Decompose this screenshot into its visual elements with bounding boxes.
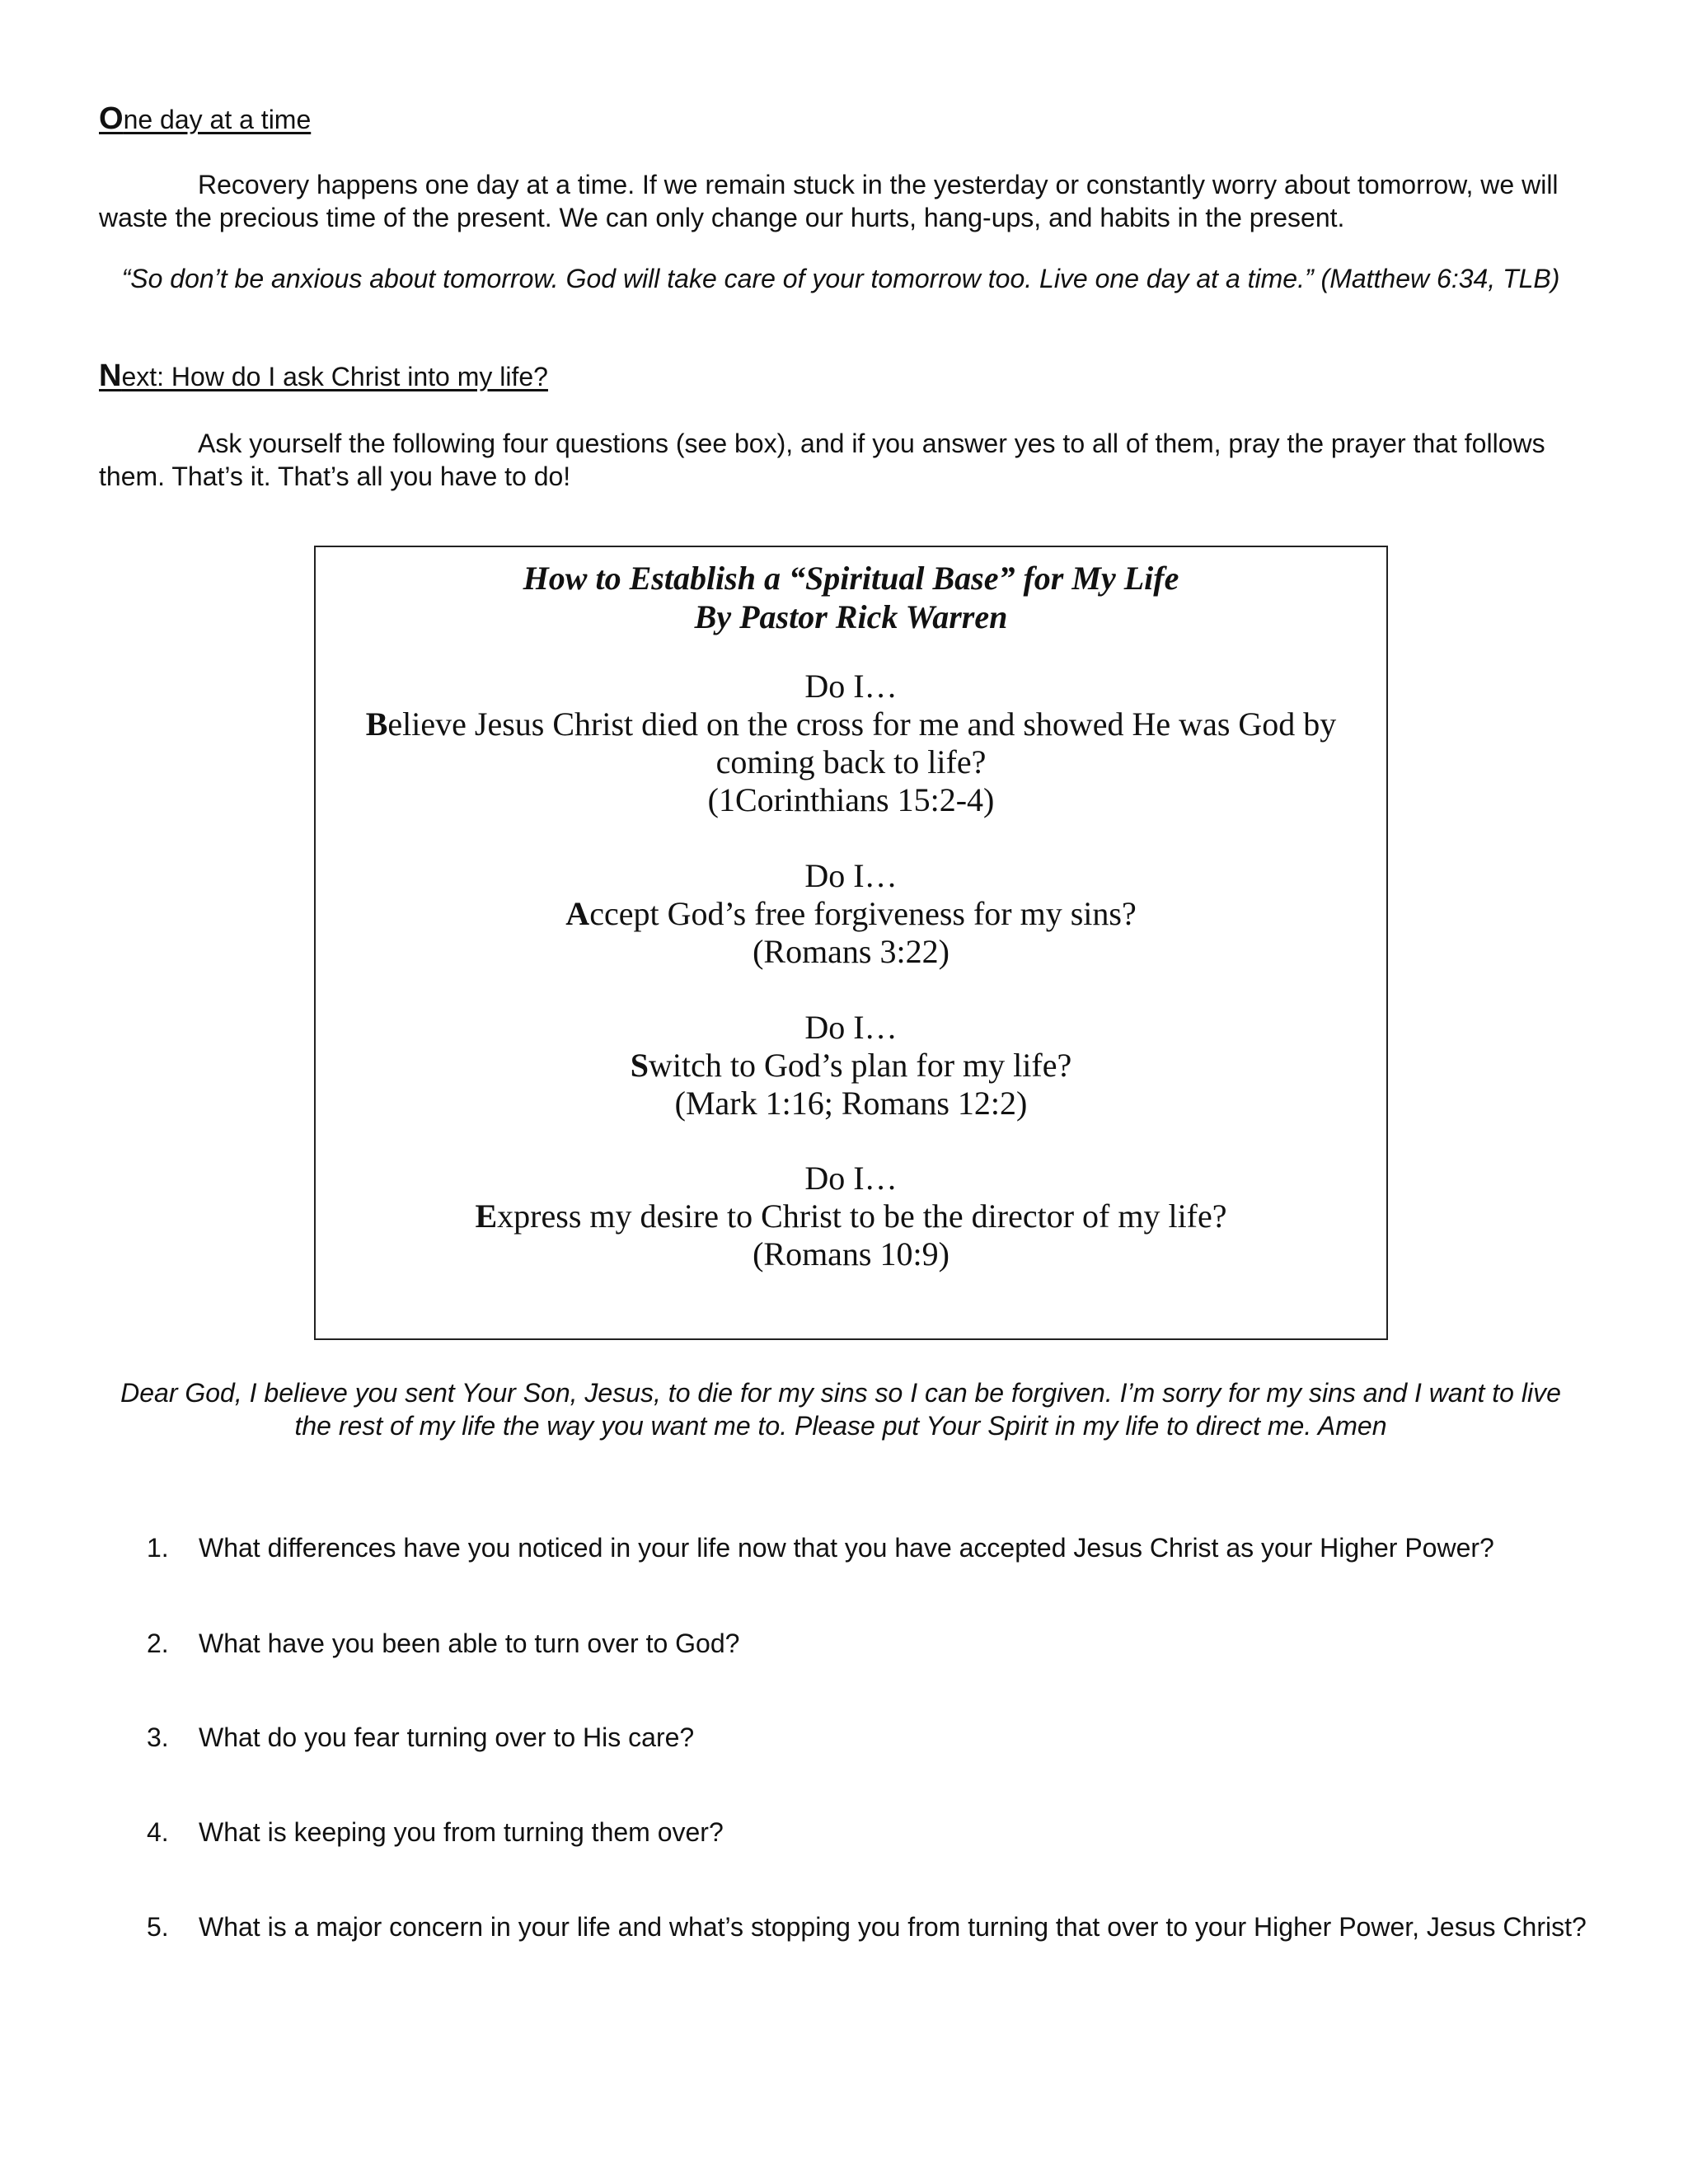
list-number: 5.	[147, 1912, 169, 1942]
question-accept	[349, 857, 1353, 971]
list-question: What have you been able to turn over to God?	[199, 1629, 740, 1658]
list-number: 3.	[147, 1722, 169, 1752]
question-reference: (Romans 10:9)	[753, 1235, 950, 1272]
question-prompt: Do I…	[804, 1160, 898, 1197]
list-number: 2.	[147, 1629, 169, 1658]
heading-text: ext: How do I ask Christ into my life?	[121, 362, 548, 391]
question-prompt: Do I…	[804, 857, 898, 894]
question-text	[349, 895, 1353, 933]
question-body: ccept God’s free forgiveness for my sins?	[589, 895, 1137, 932]
list-question: What is a major concern in your life and what’s stopping you from turning that over to your Higher Power, Jesus Christ?	[199, 1912, 1587, 1942]
box-author: By Pastor Rick Warren	[694, 598, 1008, 635]
heading-initial: N	[99, 359, 122, 393]
question-text	[349, 1197, 1353, 1235]
list-number: 1.	[147, 1533, 169, 1563]
box-title: How to Establish a “Spiritual Base” for My Life	[523, 560, 1179, 597]
question-text	[349, 705, 1353, 781]
question-text	[349, 1047, 1353, 1085]
recovery-paragraph: Recovery happens one day at a time. If we remain stuck in the yesterday or constantly worry about tomorrow, we will waste the precious time of the present. We can only change our hurts, hang-ups, and habits in the present.	[99, 170, 1559, 232]
question-express	[349, 1160, 1353, 1273]
list-question: What do you fear turning over to His care?	[199, 1722, 695, 1752]
question-believe	[349, 668, 1353, 819]
instructions-paragraph: Ask yourself the following four questions (see box), and if you answer yes to all of them, pray the prayer that follows them. That’s it. That’s all you have to do!	[99, 429, 1545, 491]
list-number: 4.	[147, 1817, 169, 1847]
section-heading-one-day	[99, 102, 311, 136]
question-prompt: Do I…	[804, 1009, 898, 1046]
question-switch	[349, 1009, 1353, 1122]
list-question: What differences have you noticed in your life now that you have accepted Jesus Christ as your Higher Power?	[199, 1533, 1494, 1563]
heading-initial: O	[99, 101, 124, 136]
section-heading-next	[99, 359, 548, 393]
list-question: What is keeping you from turning them over?	[199, 1817, 724, 1847]
question-body: witch to God’s plan for my life?	[649, 1047, 1072, 1084]
question-reference: (Romans 3:22)	[753, 933, 950, 970]
question-initial: E	[475, 1197, 498, 1235]
question-initial: S	[630, 1047, 649, 1084]
question-body: elieve Jesus Christ died on the cross for me and showed He was God by coming back to life?	[387, 705, 1337, 780]
heading-text: ne day at a time	[123, 105, 312, 134]
question-initial: B	[365, 705, 388, 743]
spiritual-base-box	[314, 546, 1388, 1340]
question-body: xpress my desire to Christ to be the director of my life?	[497, 1197, 1227, 1235]
question-initial: A	[565, 895, 590, 932]
prayer-text: Dear God, I believe you sent Your Son, Jesus, to die for my sins so I can be forgiven. I’m sorry for my sins and I want to live the rest of my life the way you want me to. Please put Your Spirit in my life to direct me. Amen	[120, 1378, 1561, 1441]
question-reference: (Mark 1:16; Romans 12:2)	[674, 1085, 1028, 1122]
question-reference: (1Corinthians 15:2-4)	[707, 781, 995, 818]
matthew-quote: “So don’t be anxious about tomorrow. God will take care of your tomorrow too. Live one day at a time.” (Matthew 6:34, TLB)	[121, 264, 1560, 293]
question-prompt: Do I…	[804, 668, 898, 705]
